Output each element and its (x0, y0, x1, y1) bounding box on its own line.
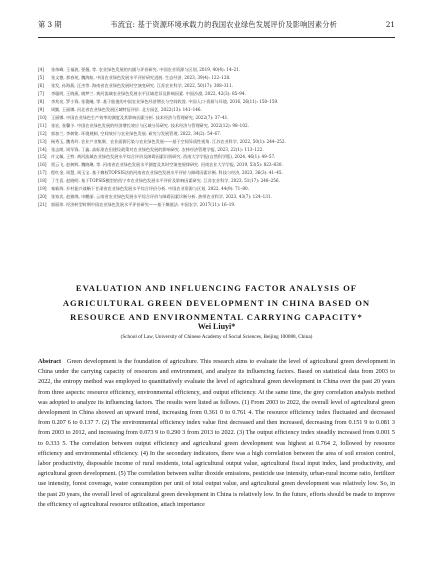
reference-number: [8] (38, 98, 44, 104)
reference-number: [21] (38, 202, 47, 208)
reference-item (38, 130, 395, 138)
page-number: 21 (385, 20, 395, 29)
reference-item (38, 146, 395, 154)
reference-item (38, 169, 395, 177)
reference-text: 许文佩, 王特. 黄河流域农业绿色发展水平综合评价及障碍因素识别研究. 西南大学学报(自然科学版), 2024, 46(1): 49–57. (51, 154, 276, 160)
reference-number: [18] (38, 178, 47, 184)
reference-text: 张志朗, 周军锋, 丁鑫. 高标准农田建设政策对农业绿色发展的影响研究. 农林经济管理学报, 2023, 22(1): 113–122. (51, 146, 264, 152)
reference-item (38, 138, 395, 146)
reference-text: 丁生喜, 赵晓明. 基于TOPSIS模型的西宁市农业绿色发展水平评价及影响因素研究. 江苏农业科学, 2023, 51(17): 248–256. (51, 178, 280, 184)
running-header (38, 20, 395, 38)
reference-number: [20] (38, 194, 47, 200)
reference-text: 贾云飞, 赵树辉, 魏晓琳, 等. 河南省农业绿色发展水平测度及其时空演变规律研究. 河南农业大学学报, 2019, 53(5): 823–830. (51, 162, 283, 168)
reference-text: 郭丽琼. 经济转型时期中国农业绿色发展水平评价研究——基于熵值法. 中国农学, 2017(11): 16–19. (51, 202, 236, 208)
reference-number: [14] (38, 146, 47, 152)
reference-item (38, 66, 395, 74)
reference-number: [6] (38, 82, 44, 88)
reference-item (38, 161, 395, 169)
reference-text: 杨秀玉, 魏秀玲. 农业产业集聚、农业面源污染与农业绿色发展——基于空间异质性视角. 江苏农业科学, 2022, 50(1): 244–252. (51, 138, 286, 144)
abstract-text: Green development is the foundation of agriculture. This research aims to evaluate the level of agricultural green development in China under the carrying capacity of resources and environment, and analyze its influencing factors. Based on statistical data from 2003 to 2022, the entropy method was employed to quantitatively evaluate the level of agricultural green development in China over the past 20 years from three aspects: resource efficiency, environmental efficiency, and output efficiency. At the same time, the grey correlation analysis method was adopted to analyze its influencing factors. The results were listed as follows. (1) From 2003 to 2022, the overall level of agricultural green development in China showed an upward trend, increasing from 0.361 0 to 0.761 4. The resource efficiency index fluctuated and decreased from 0.207 6 to 0.137 7. (2) The environmental efficiency index value first decreased and then increased, decreasing from 0.151 9 to 0.081 3 from 2003 to 2012, and increasing from 0.073 9 to 0.290 3 from 2013 to 2022. (3) The output efficiency index steadily increased from 0.001 5 to 0.333 5. The correlation between output efficiency and agricultural green development was highest at 0.764 2, followed by resource efficiency and environmental efficiency. (4) In the secondary indicators, there was a high correlation between the area of soil erosion control, labor productivity, disposable income of rural residents, total agricultural output value, agricultural fiscal input index, land productivity, and agricultural green development. (5) The correlation between sulfur dioxide emissions, pesticide use intensity, urban-rural income ratio, fertilizer use intensity, forest coverage, water consumption per unit of total output value, and agricultural green development was relatively low. So, in the past 20 years, the overall level of agricultural green development in China is relatively low. In the future, efforts should be made to improve the efficiency of agricultural resource utilization, attach importance (38, 358, 395, 508)
reference-text: 秦新海. 乡村振兴战略下甘肃省农业绿色发展水平综合评价分析. 中国农业资源与区划, 2022, 44(9): 71–80. (51, 186, 249, 192)
abstract-label: Abstract (38, 358, 62, 365)
reference-number: [13] (38, 138, 47, 144)
reference-number: [5] (38, 74, 44, 80)
reference-text: 李兆亮, 罗小锋, 张俊飚, 等. 基于能值的中国农业绿色经济增长与空间收敛. 中国人口·资源与环境, 2016, 26(11): 150–159. (51, 98, 279, 104)
reference-text: 周勤, 王丽娜. 河北省农业绿色发展区域特征评价. 北方园艺, 2022(13): 141–146. (51, 106, 202, 112)
reference-text: 张文德, 那春苑, 魏海航. 中国农业绿色发展水平评价研究进展. 生态经济, 2023, 39(4): 122–128. (51, 74, 231, 80)
reference-text: 张宏, 张馨予. 中国农业绿色发展的经济增长效应与区域分异研究. 技术经济与管理研究, 2022(12): 98–102. (51, 122, 249, 128)
author-affiliation: (School of Law, University of Chinese Academy of Social Sciences, Beijing 100088, China) (120, 334, 313, 340)
reference-item (38, 185, 395, 193)
reference-item (38, 114, 395, 122)
running-title: 韦流宜: 基于资源环境承载力的我国农业绿色发展评价及影响因素分析 (110, 20, 338, 29)
reference-item (38, 106, 395, 114)
reference-item (38, 153, 395, 161)
reference-text: 郭加兰, 李树铭. 环境规制, 空间效应与农业绿色发展. 研究与发展管理, 2022, 34(2): 54–67. (51, 130, 222, 136)
reference-text: 张家宾, 赵雅绵, 申鹏丽. 云南省农业绿色发展水平综合评价与障碍因素诊断分析. 热带农业科学, 2023, 43(7): 124–131. (51, 194, 272, 200)
reference-text: 王丽娜. 中国农业绿色生产效率的测度及其影响因素分析. 技术经济与管理研究, 2022(7): 37–41. (51, 114, 229, 120)
reference-number: [11] (38, 122, 47, 128)
reference-item (38, 122, 395, 130)
reference-number: [10] (38, 114, 47, 120)
reference-number: [19] (38, 186, 47, 192)
reference-text: 张伟峰, 王福波, 要薇, 等. 农业绿色发展的内涵与评价研究. 中国农业资源与区划, 2019, 40(4): 14–21. (51, 67, 241, 72)
reference-item (38, 82, 395, 90)
reference-number: [4] (38, 67, 44, 72)
english-title: EVALUATION AND INFLUENCING FACTOR ANALYSIS OF AGRICULTURAL GREEN DEVELOPMENT IN CHINA BASED ON RESOURCE AND ENVIRONMENTAL CARRYING CAPACITY* (62, 283, 371, 323)
reference-list (38, 66, 395, 209)
reference-number: [9] (38, 106, 44, 112)
reference-number: [17] (38, 170, 47, 176)
reference-number: [16] (38, 162, 47, 168)
issue-number: 第 3 期 (38, 20, 62, 29)
reference-number: [7] (38, 90, 44, 96)
reference-number: [12] (38, 130, 47, 136)
reference-text: 程红金, 周慧, 周玉宝. 基于熵权TOPSIS法的河南省农业绿色发展水平评价与障碍因素诊断. 科技与经济, 2023, 36(3): 41–45. (51, 170, 283, 176)
reference-item (38, 201, 395, 209)
reference-number: [15] (38, 154, 47, 160)
reference-item (38, 177, 395, 185)
reference-text: 张发, 孙海燕, 汪杰等. 海南省农业绿色发展时空演变研究. 江苏农业科学, 2022, 50(17): 308–311. (51, 82, 234, 88)
reference-text: 李聪明, 王晓燕, 姚梦兰. 黄河流域农业绿色发展水平区域差异及影响因素. 中国沙漠, 2022, 42(3): 85–94. (51, 90, 246, 96)
reference-item (38, 90, 395, 98)
abstract-paragraph (38, 357, 395, 569)
author-name: Wei Liuyi* (197, 322, 236, 331)
reference-item (38, 193, 395, 201)
reference-item (38, 74, 395, 82)
reference-item (38, 98, 395, 106)
